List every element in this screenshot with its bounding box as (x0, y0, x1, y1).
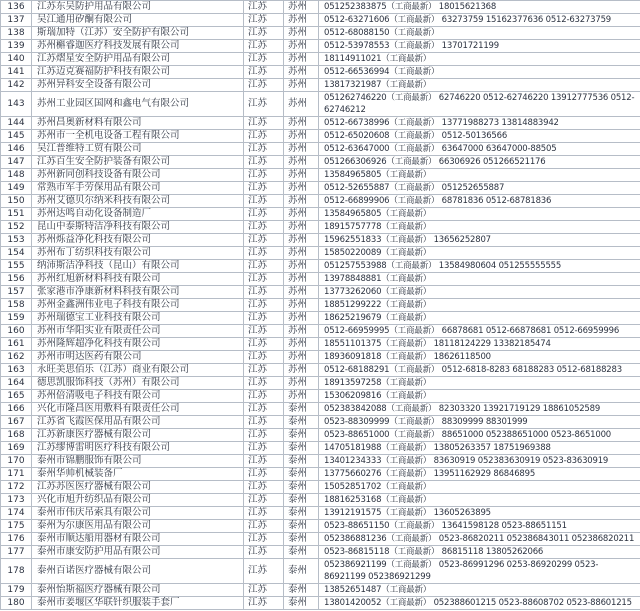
cell-city: 苏州 (284, 377, 319, 390)
cell-phone-numbers: 14705181988（工商最新） 13805263357 18751969388 (319, 442, 640, 455)
cell-province: 江苏 (244, 234, 284, 247)
table-row (1, 53, 640, 66)
table-row (1, 481, 640, 494)
cell-province: 江苏 (244, 494, 284, 507)
cell-row-number: 160 (1, 325, 32, 338)
table-row (1, 351, 640, 364)
cell-company-name: 苏州达鸣自动化设备制造厂 (32, 208, 244, 221)
table-row (1, 494, 640, 507)
table-row (1, 117, 640, 130)
cell-row-number: 141 (1, 66, 32, 79)
cell-city: 苏州 (284, 182, 319, 195)
cell-phone-numbers: 13775660276（工商最新） 13951162929 86846895 (319, 468, 640, 481)
cell-province: 江苏 (244, 130, 284, 143)
cell-company-name: 昆山中泰斯特洁净科技有限公司 (32, 221, 244, 234)
table-row (1, 429, 640, 442)
table-row (1, 312, 640, 325)
table-row (1, 286, 640, 299)
cell-city: 苏州 (284, 299, 319, 312)
table-row (1, 416, 640, 429)
cell-province: 江苏 (244, 286, 284, 299)
cell-company-name: 兴化市隆昌医用敷料有限责任公司 (32, 403, 244, 416)
cell-city: 苏州 (284, 351, 319, 364)
cell-province: 江苏 (244, 27, 284, 40)
cell-row-number: 151 (1, 208, 32, 221)
cell-phone-numbers: 0512-65020608（工商最新） 0512-50136566 (319, 130, 640, 143)
cell-city: 苏州 (284, 221, 319, 234)
cell-city: 苏州 (284, 208, 319, 221)
cell-phone-numbers: 18816253168（工商最新） (319, 494, 640, 507)
table-row (1, 1, 640, 14)
table-row (1, 520, 640, 533)
table-row (1, 130, 640, 143)
cell-phone-numbers: 0512-66536994（工商最新） (319, 66, 640, 79)
cell-row-number: 136 (1, 1, 32, 14)
cell-row-number: 150 (1, 195, 32, 208)
cell-province: 江苏 (244, 143, 284, 156)
cell-phone-numbers: 0523-88309999（工商最新） 88309999 88301999 (319, 416, 640, 429)
cell-city: 泰州 (284, 559, 319, 584)
table-row (1, 182, 640, 195)
cell-city: 苏州 (284, 40, 319, 53)
cell-phone-numbers: 0512-66959995（工商最新） 66878681 0512-66878681 0512-66959996 (319, 325, 640, 338)
cell-city: 泰州 (284, 546, 319, 559)
cell-row-number: 158 (1, 299, 32, 312)
cell-company-name: 江苏缪博雷明医疗科技有限公司 (32, 442, 244, 455)
cell-company-name: 江苏迈克赛福防护科技有限公司 (32, 66, 244, 79)
cell-city: 泰州 (284, 494, 319, 507)
cell-company-name: 常熟市军手劳保用品有限公司 (32, 182, 244, 195)
cell-company-name: 泰州市顺达船用器材有限公司 (32, 533, 244, 546)
cell-city: 泰州 (284, 507, 319, 520)
cell-row-number: 152 (1, 221, 32, 234)
cell-province: 江苏 (244, 92, 284, 117)
cell-phone-numbers: 18114911021（工商最新） (319, 53, 640, 66)
cell-city: 苏州 (284, 92, 319, 117)
cell-province: 江苏 (244, 377, 284, 390)
cell-row-number: 171 (1, 468, 32, 481)
cell-row-number: 155 (1, 260, 32, 273)
cell-city: 苏州 (284, 169, 319, 182)
cell-company-name: 吴江普维特工贸有限公司 (32, 143, 244, 156)
cell-phone-numbers: 052383842088（工商最新） 82303320 13921719129 18861052589 (319, 403, 640, 416)
cell-phone-numbers: 18913597258（工商最新） (319, 377, 640, 390)
cell-city: 泰州 (284, 429, 319, 442)
cell-province: 江苏 (244, 584, 284, 597)
cell-phone-numbers: 13584965805（工商最新） (319, 169, 640, 182)
cell-company-name: 泰州市锦鹏服饰有限公司 (32, 455, 244, 468)
cell-company-name: 苏州瑞德宝工业科技有限公司 (32, 312, 244, 325)
cell-province: 江苏 (244, 507, 284, 520)
cell-company-name: 苏州艾德贝尔纳米科技有限公司 (32, 195, 244, 208)
cell-phone-numbers: 0523-86815118（工商最新） 86815118 13805262066 (319, 546, 640, 559)
cell-phone-numbers: 0512-63647000（工商最新） 63647000 63647000-88505 (319, 143, 640, 156)
cell-row-number: 180 (1, 597, 32, 610)
table-row (1, 66, 640, 79)
cell-row-number: 173 (1, 494, 32, 507)
table-row (1, 40, 640, 53)
cell-phone-numbers: 13852651487（工商最新） (319, 584, 640, 597)
cell-city: 苏州 (284, 325, 319, 338)
cell-row-number: 142 (1, 79, 32, 92)
cell-company-name: 苏州市明达医药有限公司 (32, 351, 244, 364)
cell-city: 苏州 (284, 130, 319, 143)
table-row (1, 260, 640, 273)
cell-row-number: 168 (1, 429, 32, 442)
cell-province: 江苏 (244, 195, 284, 208)
cell-company-name: 苏州槲睿迦医疗科技发展有限公司 (32, 40, 244, 53)
cell-company-name: 张家港市净康新材料科技有限公司 (32, 286, 244, 299)
table-row (1, 234, 640, 247)
table-row (1, 299, 640, 312)
cell-row-number: 149 (1, 182, 32, 195)
cell-company-name: 江苏百生安全防护装备有限公司 (32, 156, 244, 169)
cell-company-name: 苏州烁益净化科技有限公司 (32, 234, 244, 247)
cell-phone-numbers: 18851299222（工商最新） (319, 299, 640, 312)
cell-company-name: 泰州市姜堰区华联针织服装手套厂 (32, 597, 244, 610)
table-row (1, 455, 640, 468)
cell-row-number: 165 (1, 390, 32, 403)
cell-phone-numbers: 18915757778（工商最新） (319, 221, 640, 234)
cell-company-name: 吴江通用矽酮有限公司 (32, 14, 244, 27)
cell-row-number: 164 (1, 377, 32, 390)
cell-row-number: 153 (1, 234, 32, 247)
table-row (1, 195, 640, 208)
cell-province: 江苏 (244, 546, 284, 559)
cell-phone-numbers: 0512-68088150（工商最新） (319, 27, 640, 40)
cell-city: 苏州 (284, 312, 319, 325)
cell-province: 江苏 (244, 40, 284, 53)
cell-phone-numbers: 051266306926（工商最新） 66306926 051266521176 (319, 156, 640, 169)
cell-province: 江苏 (244, 260, 284, 273)
cell-row-number: 162 (1, 351, 32, 364)
table-row (1, 597, 640, 610)
cell-company-name: 江苏熠星安全防护用品有限公司 (32, 53, 244, 66)
cell-city: 苏州 (284, 156, 319, 169)
cell-row-number: 170 (1, 455, 32, 468)
cell-company-name: 苏州昌奥新材料有限公司 (32, 117, 244, 130)
cell-row-number: 175 (1, 520, 32, 533)
cell-province: 江苏 (244, 169, 284, 182)
table-row (1, 208, 640, 221)
cell-city: 苏州 (284, 79, 319, 92)
cell-province: 江苏 (244, 156, 284, 169)
cell-phone-numbers: 0523-88651150（工商最新） 13641598128 0523-88651151 (319, 520, 640, 533)
cell-city: 泰州 (284, 416, 319, 429)
cell-phone-numbers: 0512-63271606（工商最新） 63273759 15162377636 0512-63273759 (319, 14, 640, 27)
cell-province: 江苏 (244, 117, 284, 130)
cell-city: 苏州 (284, 390, 319, 403)
table-row (1, 390, 640, 403)
cell-phone-numbers: 13401234333（工商最新） 83630919 052383630919 0523-83630919 (319, 455, 640, 468)
table-row (1, 559, 640, 584)
cell-company-name: 苏州市一全机电设备工程有限公司 (32, 130, 244, 143)
cell-company-name: 苏州市华阳实业有限责任公司 (32, 325, 244, 338)
cell-company-name: 苏州新同创科技设备有限公司 (32, 169, 244, 182)
cell-phone-numbers: 051252383875（工商最新） 18015621368 (319, 1, 640, 14)
cell-province: 江苏 (244, 325, 284, 338)
table-row (1, 533, 640, 546)
cell-province: 江苏 (244, 221, 284, 234)
cell-province: 江苏 (244, 312, 284, 325)
cell-company-name: 泰州百诺医疗器械有限公司 (32, 559, 244, 584)
cell-row-number: 156 (1, 273, 32, 286)
cell-company-name: 苏州异科安全设备有限公司 (32, 79, 244, 92)
cell-city: 苏州 (284, 27, 319, 40)
cell-province: 江苏 (244, 299, 284, 312)
cell-company-name: 苏州布丁纺织科技有限公司 (32, 247, 244, 260)
cell-province: 江苏 (244, 533, 284, 546)
cell-company-name: 苏州工业园区国网和鑫电气有限公司 (32, 92, 244, 117)
cell-row-number: 176 (1, 533, 32, 546)
cell-province: 江苏 (244, 559, 284, 584)
cell-city: 苏州 (284, 273, 319, 286)
cell-row-number: 179 (1, 584, 32, 597)
cell-row-number: 148 (1, 169, 32, 182)
cell-phone-numbers: 18625219679（工商最新） (319, 312, 640, 325)
cell-phone-numbers: 0512-68188291（工商最新） 0512-6818-8283 68188283 0512-68188283 (319, 364, 640, 377)
cell-company-name: 江苏新康医疗器械有限公司 (32, 429, 244, 442)
cell-city: 泰州 (284, 481, 319, 494)
cell-company-name: 纳沛斯洁净科技（昆山）有限公司 (32, 260, 244, 273)
cell-phone-numbers: 15052851702（工商最新） (319, 481, 640, 494)
cell-province: 江苏 (244, 455, 284, 468)
cell-phone-numbers: 051262746220（工商最新） 62746220 0512-62746220 13912777536 0512-62746212 (319, 92, 640, 117)
cell-city: 苏州 (284, 234, 319, 247)
cell-row-number: 146 (1, 143, 32, 156)
cell-province: 江苏 (244, 597, 284, 610)
cell-row-number: 166 (1, 403, 32, 416)
cell-city: 泰州 (284, 455, 319, 468)
company-table-body (1, 1, 640, 610)
table-row (1, 92, 640, 117)
cell-city: 苏州 (284, 364, 319, 377)
cell-row-number: 163 (1, 364, 32, 377)
cell-row-number: 177 (1, 546, 32, 559)
cell-province: 江苏 (244, 338, 284, 351)
cell-company-name: 江苏苏医医疗器械有限公司 (32, 481, 244, 494)
cell-city: 苏州 (284, 338, 319, 351)
cell-phone-numbers: 13584965805（工商最新） (319, 208, 640, 221)
table-row (1, 442, 640, 455)
cell-province: 江苏 (244, 208, 284, 221)
cell-phone-numbers: 13817321987（工商最新） (319, 79, 640, 92)
cell-city: 苏州 (284, 286, 319, 299)
cell-city: 泰州 (284, 468, 319, 481)
table-row (1, 584, 640, 597)
cell-city: 苏州 (284, 247, 319, 260)
cell-province: 江苏 (244, 416, 284, 429)
cell-city: 苏州 (284, 1, 319, 14)
cell-province: 江苏 (244, 53, 284, 66)
cell-phone-numbers: 13912191575（工商最新） 13605263895 (319, 507, 640, 520)
cell-province: 江苏 (244, 468, 284, 481)
table-row (1, 79, 640, 92)
table-row (1, 27, 640, 40)
cell-phone-numbers: 051257553988（工商最新） 13584980604 051255555555 (319, 260, 640, 273)
cell-phone-numbers: 13978848881（工商最新） (319, 273, 640, 286)
cell-company-name: 苏州金鑫洲伟业电子科技有限公司 (32, 299, 244, 312)
cell-province: 江苏 (244, 390, 284, 403)
cell-city: 苏州 (284, 260, 319, 273)
cell-phone-numbers: 0512-66899906（工商最新） 68781836 0512-68781836 (319, 195, 640, 208)
cell-row-number: 138 (1, 27, 32, 40)
cell-company-name: 江苏东吴防护用品有限公司 (32, 1, 244, 14)
cell-province: 江苏 (244, 182, 284, 195)
cell-phone-numbers: 15962551833（工商最新） 13656252807 (319, 234, 640, 247)
table-row (1, 364, 640, 377)
cell-phone-numbers: 0512-53978553（工商最新） 13701721199 (319, 40, 640, 53)
table-row (1, 338, 640, 351)
cell-row-number: 140 (1, 53, 32, 66)
cell-company-name: 苏州红旭新材料科技有限公司 (32, 273, 244, 286)
cell-row-number: 137 (1, 14, 32, 27)
cell-row-number: 154 (1, 247, 32, 260)
cell-phone-numbers: 052386921199（工商最新） 0523-86991296 0253-86920299 0523-86921199 052386921299 (319, 559, 640, 584)
cell-province: 江苏 (244, 79, 284, 92)
cell-city: 泰州 (284, 403, 319, 416)
cell-city: 泰州 (284, 520, 319, 533)
cell-province: 江苏 (244, 520, 284, 533)
cell-city: 泰州 (284, 584, 319, 597)
cell-phone-numbers: 13773262060（工商最新） (319, 286, 640, 299)
cell-row-number: 139 (1, 40, 32, 53)
cell-province: 江苏 (244, 66, 284, 79)
table-row (1, 468, 640, 481)
table-row (1, 403, 640, 416)
table-row (1, 507, 640, 520)
cell-province: 江苏 (244, 481, 284, 494)
table-row (1, 143, 640, 156)
cell-company-name: 泰州怡斯福医疗器械有限公司 (32, 584, 244, 597)
cell-company-name: 泰州为尔康医用品有限公司 (32, 520, 244, 533)
cell-province: 江苏 (244, 273, 284, 286)
cell-company-name: 永旺美思佰乐（江苏）商业有限公司 (32, 364, 244, 377)
cell-province: 江苏 (244, 247, 284, 260)
cell-row-number: 174 (1, 507, 32, 520)
table-row (1, 377, 640, 390)
cell-company-name: 苏州倍清吸电子科技有限公司 (32, 390, 244, 403)
cell-phone-numbers: 0512-66738996（工商最新） 13771988273 13814883942 (319, 117, 640, 130)
cell-province: 江苏 (244, 403, 284, 416)
table-row (1, 169, 640, 182)
cell-row-number: 144 (1, 117, 32, 130)
table-row (1, 247, 640, 260)
cell-company-name: 德思凯服饰科技（苏州）有限公司 (32, 377, 244, 390)
cell-province: 江苏 (244, 351, 284, 364)
cell-city: 泰州 (284, 533, 319, 546)
cell-row-number: 143 (1, 92, 32, 117)
cell-row-number: 157 (1, 286, 32, 299)
cell-phone-numbers: 0523-88651000（工商最新） 88651000 052388651000 0523-8651000 (319, 429, 640, 442)
cell-city: 苏州 (284, 66, 319, 79)
cell-province: 江苏 (244, 442, 284, 455)
cell-city: 苏州 (284, 143, 319, 156)
cell-phone-numbers: 15850220089（工商最新） (319, 247, 640, 260)
cell-province: 江苏 (244, 14, 284, 27)
cell-company-name: 苏州隆辉超净化科技有限公司 (32, 338, 244, 351)
cell-row-number: 172 (1, 481, 32, 494)
table-row (1, 14, 640, 27)
cell-phone-numbers: 18936091818（工商最新） 18626118500 (319, 351, 640, 364)
cell-city: 苏州 (284, 117, 319, 130)
cell-phone-numbers: 18551101375（工商最新） 18118124229 13382185474 (319, 338, 640, 351)
cell-row-number: 178 (1, 559, 32, 584)
cell-province: 江苏 (244, 1, 284, 14)
table-row (1, 325, 640, 338)
cell-company-name: 泰州市康安防护用品有限公司 (32, 546, 244, 559)
cell-province: 江苏 (244, 429, 284, 442)
cell-city: 泰州 (284, 442, 319, 455)
cell-row-number: 147 (1, 156, 32, 169)
cell-company-name: 兴化市旭升纺织品有限公司 (32, 494, 244, 507)
cell-province: 江苏 (244, 364, 284, 377)
table-row (1, 273, 640, 286)
cell-city: 苏州 (284, 14, 319, 27)
cell-row-number: 161 (1, 338, 32, 351)
cell-company-name: 泰州华帅机械装备厂 (32, 468, 244, 481)
cell-city: 泰州 (284, 597, 319, 610)
table-row (1, 221, 640, 234)
cell-row-number: 159 (1, 312, 32, 325)
cell-company-name: 江苏省飞霞医保用品有限公司 (32, 416, 244, 429)
cell-row-number: 167 (1, 416, 32, 429)
cell-city: 苏州 (284, 53, 319, 66)
cell-company-name: 斯瑞加特（江苏）安全防护有限公司 (32, 27, 244, 40)
cell-phone-numbers: 052386881236（工商最新） 0523-86820211 052386843011 052386820211 (319, 533, 640, 546)
cell-company-name: 泰州市伟庆吊索具有限公司 (32, 507, 244, 520)
cell-row-number: 169 (1, 442, 32, 455)
cell-city: 苏州 (284, 195, 319, 208)
cell-phone-numbers: 0512-52655887（工商最新） 051252655887 (319, 182, 640, 195)
cell-phone-numbers: 15306209816（工商最新） (319, 390, 640, 403)
cell-row-number: 145 (1, 130, 32, 143)
cell-phone-numbers: 13801420052（工商最新） 052388601215 0523-88608702 0523-88601215 (319, 597, 640, 610)
table-row (1, 546, 640, 559)
table-row (1, 156, 640, 169)
